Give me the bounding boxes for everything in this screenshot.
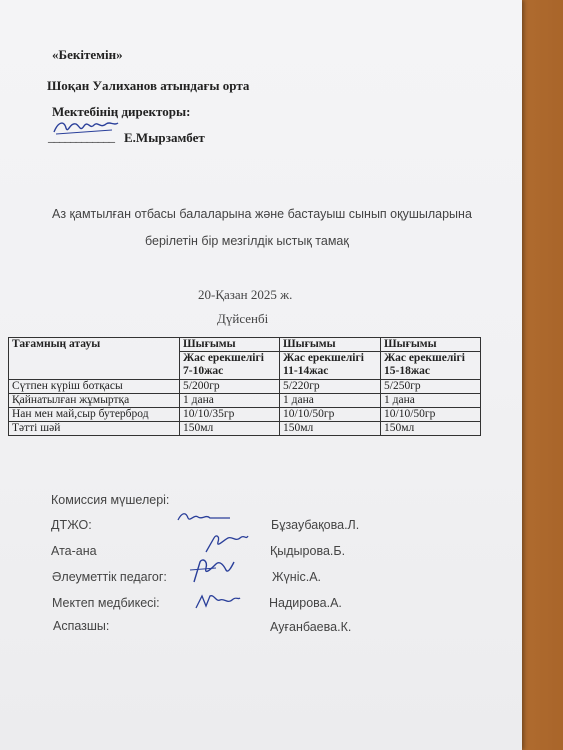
age-group-7-10: Жас ерекшелігі 7-10жас: [180, 352, 280, 380]
yield-cell: 5/200гр: [180, 380, 280, 394]
member-name: Надирова.А.: [269, 596, 342, 610]
signature-2: [200, 530, 250, 556]
table-row: [9, 408, 481, 422]
signature-4: [192, 590, 242, 612]
signature-1: [176, 508, 232, 528]
commission-heading: Комиссия мүшелері:: [51, 493, 170, 507]
director-signature: [50, 116, 120, 140]
header-dish-name: Тағамның атауы: [9, 338, 180, 380]
yield-cell: 1 дана: [280, 394, 381, 408]
yield-cell: 10/10/35гр: [180, 408, 280, 422]
menu-date: 20-Қазан 2025 ж.: [198, 287, 293, 302]
header-yield-1: Шығымы: [180, 338, 280, 352]
signature-3: [186, 556, 236, 586]
director-name: Е.Мырзамбет: [124, 130, 205, 145]
document-title-line1: Аз қамтылған отбасы балаларына және бастауыш сынып оқушыларына: [52, 207, 472, 221]
member-role: ДТЖО:: [51, 518, 92, 532]
approval-heading: «Бекітемін»: [52, 47, 123, 62]
member-role: Ата-ана: [51, 544, 97, 558]
member-role: Әлеуметтік педагог:: [52, 570, 167, 584]
dish-name: Тәтті шәй: [9, 422, 180, 436]
yield-cell: 150мл: [381, 422, 481, 436]
header-yield-3: Шығымы: [381, 338, 481, 352]
menu-table: [8, 337, 481, 436]
signature-line: ____________: [48, 129, 114, 144]
table-header-row: [9, 338, 481, 352]
dish-name: Қайнатылған жұмыртқа: [9, 394, 180, 408]
weekday: Дүйсенбі: [217, 311, 269, 326]
yield-cell: 5/220гр: [280, 380, 381, 394]
member-role: Аспазшы:: [53, 619, 110, 633]
dish-name: Сүтпен күріш ботқасы: [9, 380, 180, 394]
header-yield-2: Шығымы: [280, 338, 381, 352]
yield-cell: 150мл: [180, 422, 280, 436]
member-name: Ауғанбаева.К.: [270, 620, 352, 634]
table-row: [9, 394, 481, 408]
member-name: Жүніс.А.: [272, 570, 322, 584]
yield-cell: 1 дана: [180, 394, 280, 408]
dish-name: Нан мен май,сыр бутерброд: [9, 408, 180, 422]
director-title: Мектебінің директоры:: [52, 104, 191, 119]
age-group-11-14: Жас ерекшелігі 11-14жас: [280, 352, 381, 380]
member-name: Қыдырова.Б.: [270, 544, 346, 558]
yield-cell: 5/250гр: [381, 380, 481, 394]
document-title-line2: берілетін бір мезгілдік ыстық тамақ: [145, 234, 349, 248]
member-name: Бұзаубақова.Л.: [271, 518, 360, 532]
yield-cell: 10/10/50гр: [381, 408, 481, 422]
yield-cell: 150мл: [280, 422, 381, 436]
table-row: [9, 422, 481, 436]
age-group-15-18: Жас ерекшелігі 15-18жас: [381, 352, 481, 380]
school-name: Шоқан Уалиханов атындағы орта: [47, 78, 250, 93]
yield-cell: 1 дана: [381, 394, 481, 408]
table-row: [9, 380, 481, 394]
yield-cell: 10/10/50гр: [280, 408, 381, 422]
member-role: Мектеп медбикесі:: [52, 596, 160, 610]
